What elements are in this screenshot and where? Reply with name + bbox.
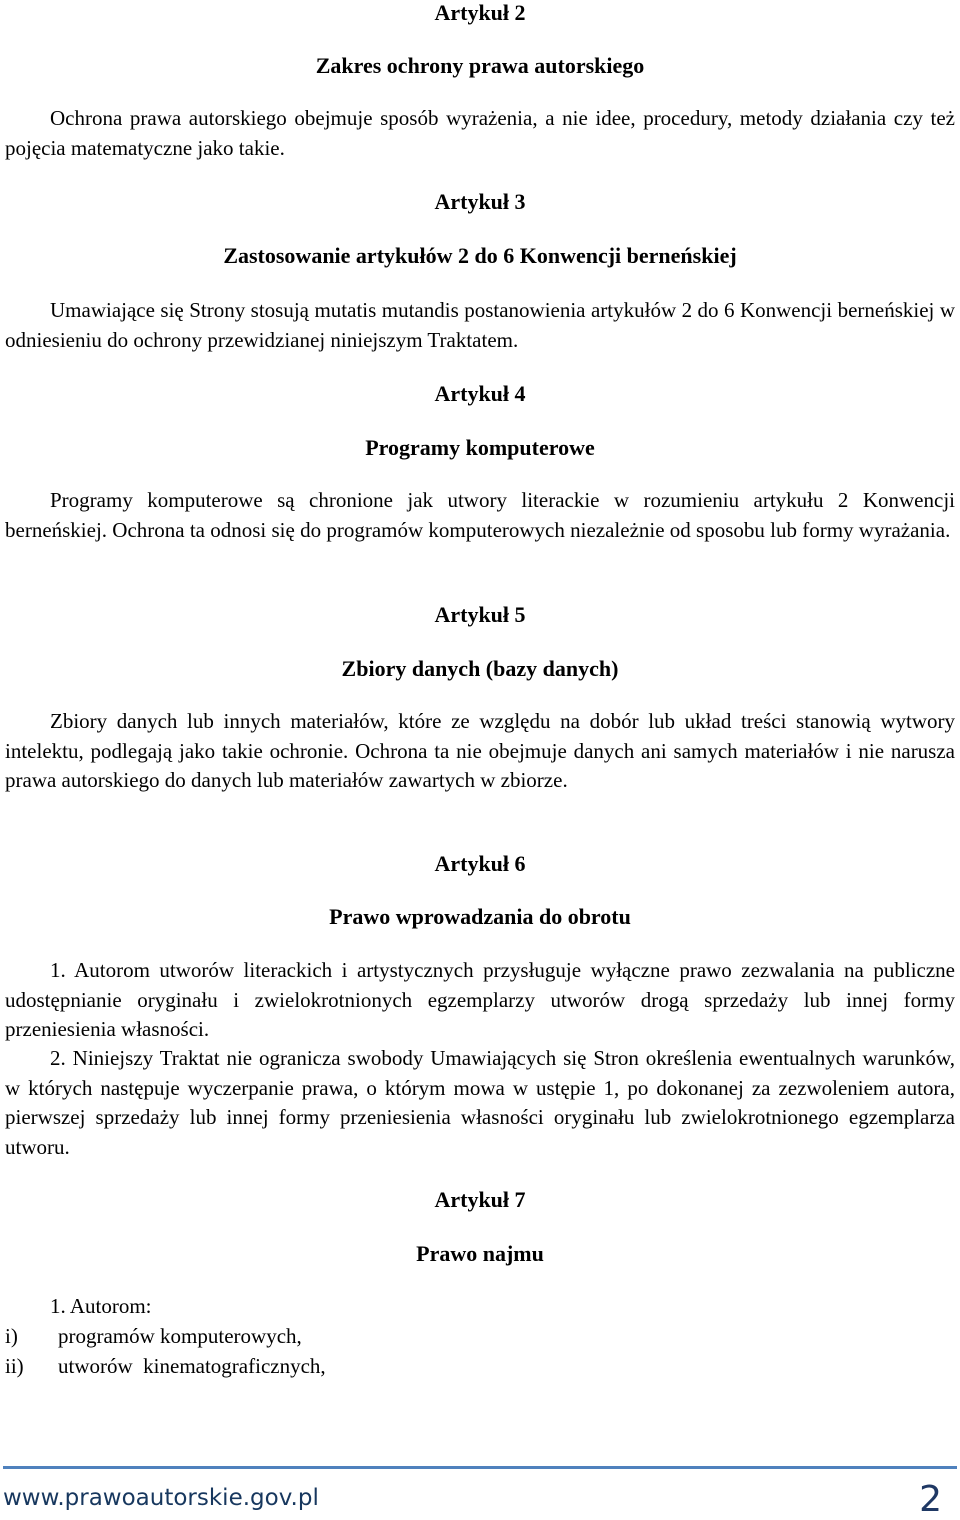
article-6-label: Artykuł 6 bbox=[434, 851, 526, 876]
footer-website-link[interactable]: www.prawoautorskie.gov.pl bbox=[3, 1485, 319, 1511]
article-2-text: Ochrona prawa autorskiego obejmuje sposób wyrażenia, a nie idee, procedury, metody działania czy też pojęcia matematyczne jako takie. bbox=[5, 106, 955, 160]
article-6-title: Prawo wprowadzania do obrotu bbox=[329, 904, 631, 929]
page-number: 2 bbox=[919, 1479, 942, 1520]
list-item bbox=[5, 1352, 326, 1382]
article-6-paragraph-1: 1. Autorom utworów literackich i artystycznych przysługuje wyłączne prawo zezwalania na publiczne udostępnianie oryginału i zwielokrotnionych egzemplarzy utworów drogą sprzedaży lub innej formy przeniesienia własności. bbox=[5, 958, 955, 1041]
list-item-text: utworów kinematograficznych, bbox=[58, 1353, 326, 1378]
article-5-label: Artykuł 5 bbox=[434, 602, 526, 627]
article-4-text: Programy komputerowe są chronione jak utwory literackie w rozumieniu artykułu 2 Konwencji berneńskiej. Ochrona ta odnosi się do programów komputerowych niezależnie od sposobu lub formy wyrażania. bbox=[5, 488, 955, 542]
article-5-text: Zbiory danych lub innych materiałów, które ze względu na dobór lub układ treści stanowią wytwory intelektu, podlegają jako takie ochronie. Ochrona ta nie obejmuje danych ani samych materiałów i nie narusza prawa autorskiego do danych lub materiałów zawartych w zbiorze. bbox=[5, 709, 955, 792]
list-item-marker: ii) bbox=[5, 1353, 24, 1378]
article-2-title: Zakres ochrony prawa autorskiego bbox=[315, 53, 645, 78]
article-4-label: Artykuł 4 bbox=[434, 381, 526, 406]
footer-divider bbox=[3, 1466, 957, 1469]
article-3-text: Umawiające się Strony stosują mutatis mutandis postanowienia artykułów 2 do 6 Konwencji berneńskiej w odniesieniu do ochrony przewidzianej niniejszym Traktatem. bbox=[5, 298, 955, 352]
list-item-text: programów komputerowych, bbox=[58, 1324, 302, 1348]
article-7-label: Artykuł 7 bbox=[434, 1187, 526, 1212]
article-7-title: Prawo najmu bbox=[416, 1241, 544, 1266]
article-4-title: Programy komputerowe bbox=[365, 435, 595, 460]
list-item-marker: i) bbox=[5, 1324, 18, 1348]
article-6-paragraph-2: 2. Niniejszy Traktat nie ogranicza swobody Umawiających się Stron określenia ewentualnych warunków, w których następuje wyczerpanie prawa, o którym mowa w ustępie 1, po dokonanej za zezwoleniem autora, pierwszej sprzedaży lub innej formy przeniesienia własności oryginału lub zwielokrotnionego egzemplarza utworu. bbox=[5, 1046, 955, 1159]
article-7-paragraph-1: 1. Autorom: bbox=[50, 1294, 152, 1318]
article-3-label: Artykuł 3 bbox=[434, 189, 526, 214]
list-item bbox=[5, 1322, 326, 1352]
article-3-title: Zastosowanie artykułów 2 do 6 Konwencji berneńskiej bbox=[223, 243, 737, 268]
article-2-label: Artykuł 2 bbox=[434, 0, 526, 25]
article-7-list bbox=[5, 1322, 326, 1381]
article-5-title: Zbiory danych (bazy danych) bbox=[341, 656, 619, 681]
